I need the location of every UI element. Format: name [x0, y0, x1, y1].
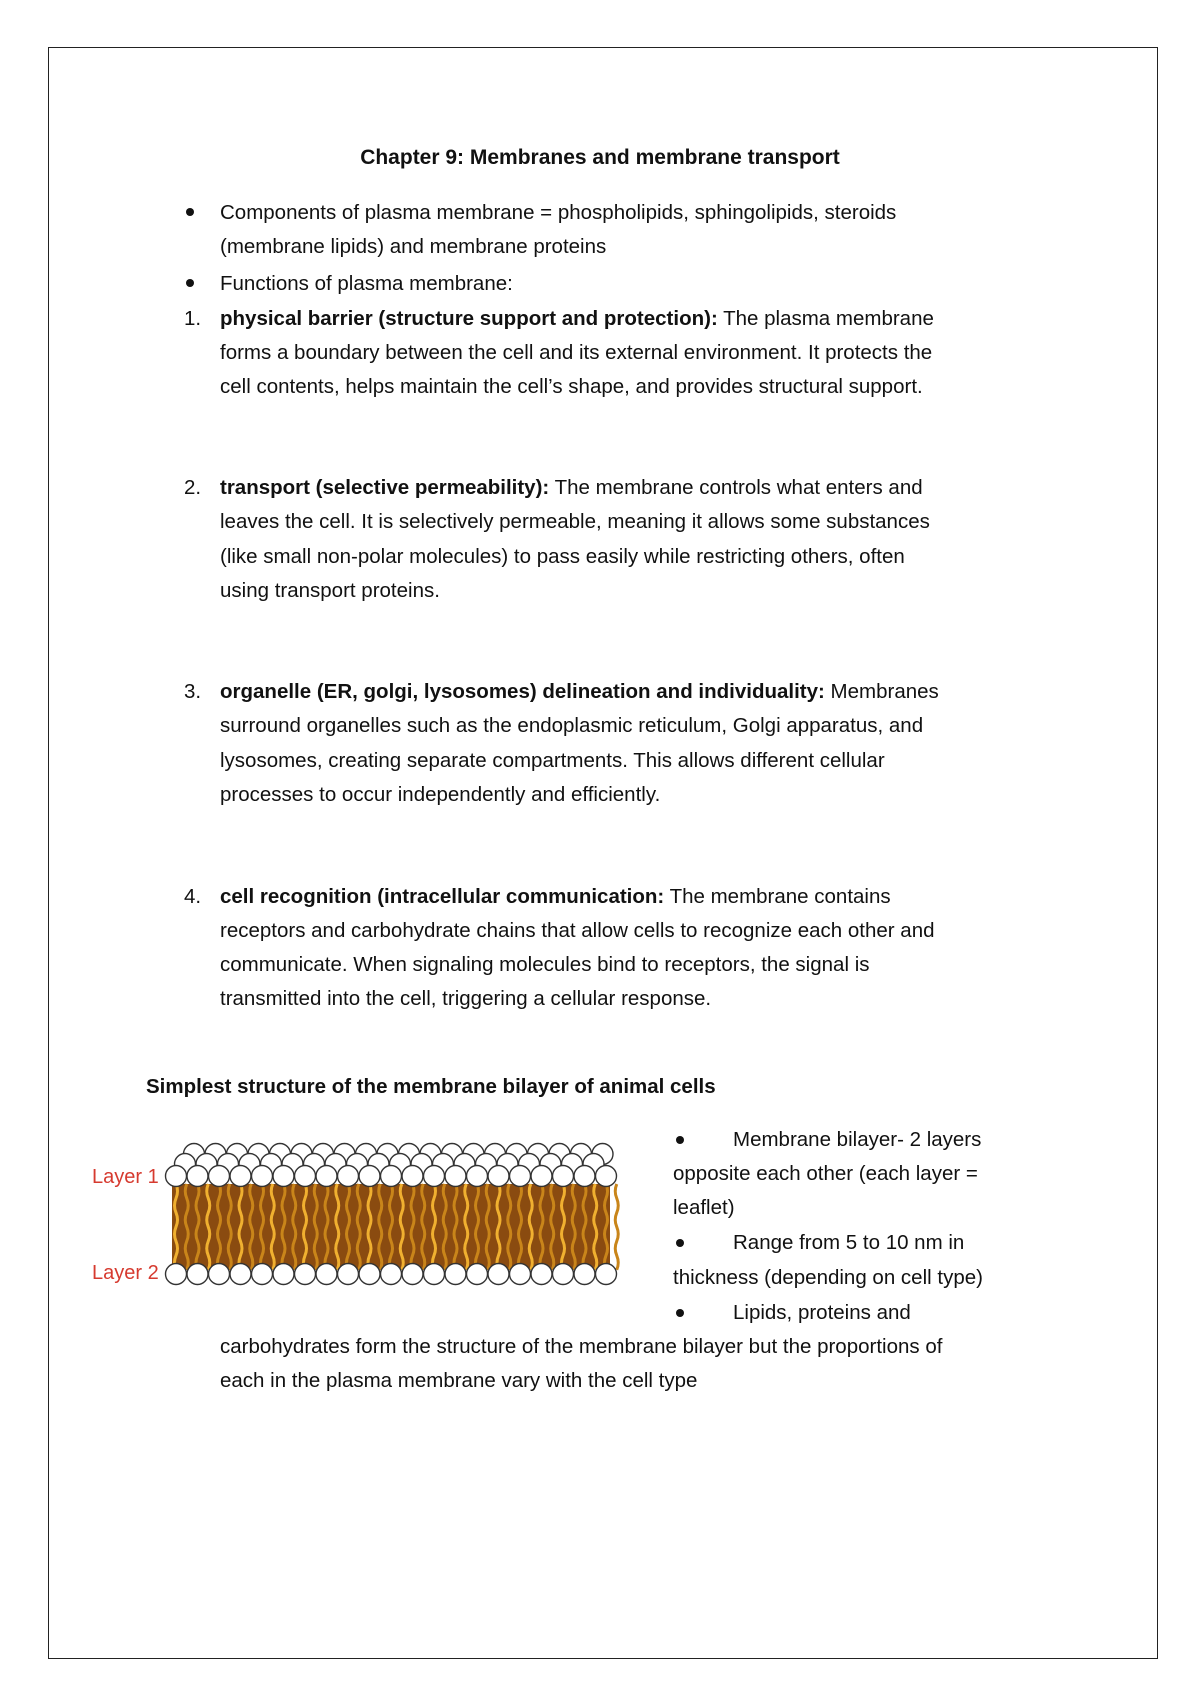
function-4-heading: cell recognition (intracellular communication:	[220, 885, 665, 908]
phospholipid-head	[445, 1264, 466, 1285]
phospholipid-head	[187, 1166, 208, 1187]
phospholipid-head	[553, 1264, 574, 1285]
bilayer-continuation-line-1: carbohydrates form the structure of the membrane bilayer but the proportions of	[220, 1335, 943, 1358]
phospholipid-head	[381, 1166, 402, 1187]
phospholipid-head	[295, 1264, 316, 1285]
phospholipid-head	[488, 1264, 509, 1285]
bilayer-point-1-line-3: leaflet)	[673, 1196, 735, 1219]
bilayer-point-2-line-1: Range from 5 to 10 nm in	[733, 1231, 965, 1254]
phospholipid-head	[359, 1166, 380, 1187]
bullet-icon	[186, 279, 194, 287]
phospholipid-head	[553, 1166, 574, 1187]
phospholipid-head	[445, 1166, 466, 1187]
layer-2-label: Layer 2	[92, 1262, 159, 1284]
function-4-line: receptors and carbohydrate chains that allow cells to recognize each other and	[220, 919, 935, 942]
phospholipid-head	[338, 1264, 359, 1285]
phospholipid-head	[187, 1264, 208, 1285]
phospholipid-head	[316, 1166, 337, 1187]
phospholipid-head	[273, 1166, 294, 1187]
list-number: 1.	[184, 307, 202, 330]
phospholipid-head	[531, 1166, 552, 1187]
bullet-icon	[676, 1239, 684, 1247]
intro-bullet-1-line-2: (membrane lipids) and membrane proteins	[220, 235, 607, 258]
phospholipid-head	[574, 1166, 595, 1187]
phospholipid-head	[424, 1264, 445, 1285]
function-4-line: transmitted into the cell, triggering a cellular response.	[220, 987, 712, 1010]
phospholipid-head	[467, 1166, 488, 1187]
list-number: 4.	[184, 885, 202, 908]
phospholipid-head	[166, 1264, 187, 1285]
phospholipid-head	[273, 1264, 294, 1285]
phospholipid-head	[316, 1264, 337, 1285]
phospholipid-head	[359, 1264, 380, 1285]
phospholipid-head	[510, 1264, 531, 1285]
lipid-tail	[615, 1184, 618, 1270]
intro-bullet-2-line-1: Functions of plasma membrane:	[220, 272, 513, 295]
bilayer-point-1-line-1: Membrane bilayer- 2 layers	[733, 1128, 982, 1151]
bullet-icon	[676, 1136, 684, 1144]
bilayer-point-1-line-2: opposite each other (each layer =	[673, 1162, 978, 1185]
chapter-title: Chapter 9: Membranes and membrane transport	[360, 146, 840, 169]
phospholipid-head	[531, 1264, 552, 1285]
phospholipid-head	[230, 1166, 251, 1187]
intro-bullet-1-line-1: Components of plasma membrane = phospholipids, sphingolipids, steroids	[220, 201, 897, 224]
function-3-line: processes to occur independently and efficiently.	[220, 783, 661, 806]
phospholipid-head	[252, 1264, 273, 1285]
function-3-first-text: Membranes	[824, 680, 939, 703]
phospholipid-head	[596, 1166, 617, 1187]
list-number: 2.	[184, 476, 202, 499]
bilayer-illustration	[86, 1122, 660, 1332]
membrane-bilayer-diagram	[86, 1122, 660, 1332]
phospholipid-head	[574, 1264, 595, 1285]
function-4-first-text: The membrane contains	[664, 885, 891, 908]
bilayer-point-2-line-2: thickness (depending on cell type)	[673, 1266, 983, 1289]
phospholipid-head	[252, 1166, 273, 1187]
list-number: 3.	[184, 680, 202, 703]
function-4-first-line	[220, 880, 891, 914]
phospholipid-head	[596, 1264, 617, 1285]
phospholipid-head	[467, 1264, 488, 1285]
page-border	[48, 47, 1158, 1659]
phospholipid-head	[381, 1264, 402, 1285]
phospholipid-head	[166, 1166, 187, 1187]
bullet-icon	[186, 208, 194, 216]
phospholipid-head	[230, 1264, 251, 1285]
phospholipid-head	[402, 1264, 423, 1285]
phospholipid-head	[295, 1166, 316, 1187]
phospholipid-head	[488, 1166, 509, 1187]
function-3-heading: organelle (ER, golgi, lysosomes) delineation and individuality:	[220, 680, 825, 703]
bullet-icon	[676, 1309, 684, 1317]
function-3-first-line	[220, 675, 939, 709]
function-1-line: cell contents, helps maintain the cell’s shape, and provides structural support.	[220, 375, 923, 398]
function-2-line: using transport proteins.	[220, 579, 440, 602]
phospholipid-head	[402, 1166, 423, 1187]
bilayer-continuation-line-2: each in the plasma membrane vary with the cell type	[220, 1369, 698, 1392]
phospholipid-head	[338, 1166, 359, 1187]
function-1-line: forms a boundary between the cell and its external environment. It protects the	[220, 341, 933, 364]
function-2-first-text: The membrane controls what enters and	[549, 476, 923, 499]
layer-1-label: Layer 1	[92, 1166, 159, 1188]
phospholipid-head	[209, 1264, 230, 1285]
phospholipid-head	[424, 1166, 445, 1187]
bilayer-point-3-line-1: Lipids, proteins and	[733, 1301, 911, 1324]
function-1-heading: physical barrier (structure support and protection):	[220, 307, 718, 330]
phospholipid-head	[510, 1166, 531, 1187]
lipid-tails	[172, 1184, 618, 1270]
section-heading: Simplest structure of the membrane bilayer of animal cells	[146, 1075, 716, 1098]
function-2-line: (like small non-polar molecules) to pass easily while restricting others, often	[220, 545, 905, 568]
function-2-line: leaves the cell. It is selectively permeable, meaning it allows some substances	[220, 510, 930, 533]
function-3-line: lysosomes, creating separate compartments. This allows different cellular	[220, 749, 885, 772]
function-1-first-text: The plasma membrane	[717, 307, 934, 330]
function-1-first-line	[220, 302, 934, 336]
function-2-heading: transport (selective permeability):	[220, 476, 550, 499]
function-3-line: surround organelles such as the endoplasmic reticulum, Golgi apparatus, and	[220, 714, 924, 737]
function-2-first-line	[220, 471, 923, 505]
function-4-line: communicate. When signaling molecules bind to receptors, the signal is	[220, 953, 870, 976]
phospholipid-head	[209, 1166, 230, 1187]
